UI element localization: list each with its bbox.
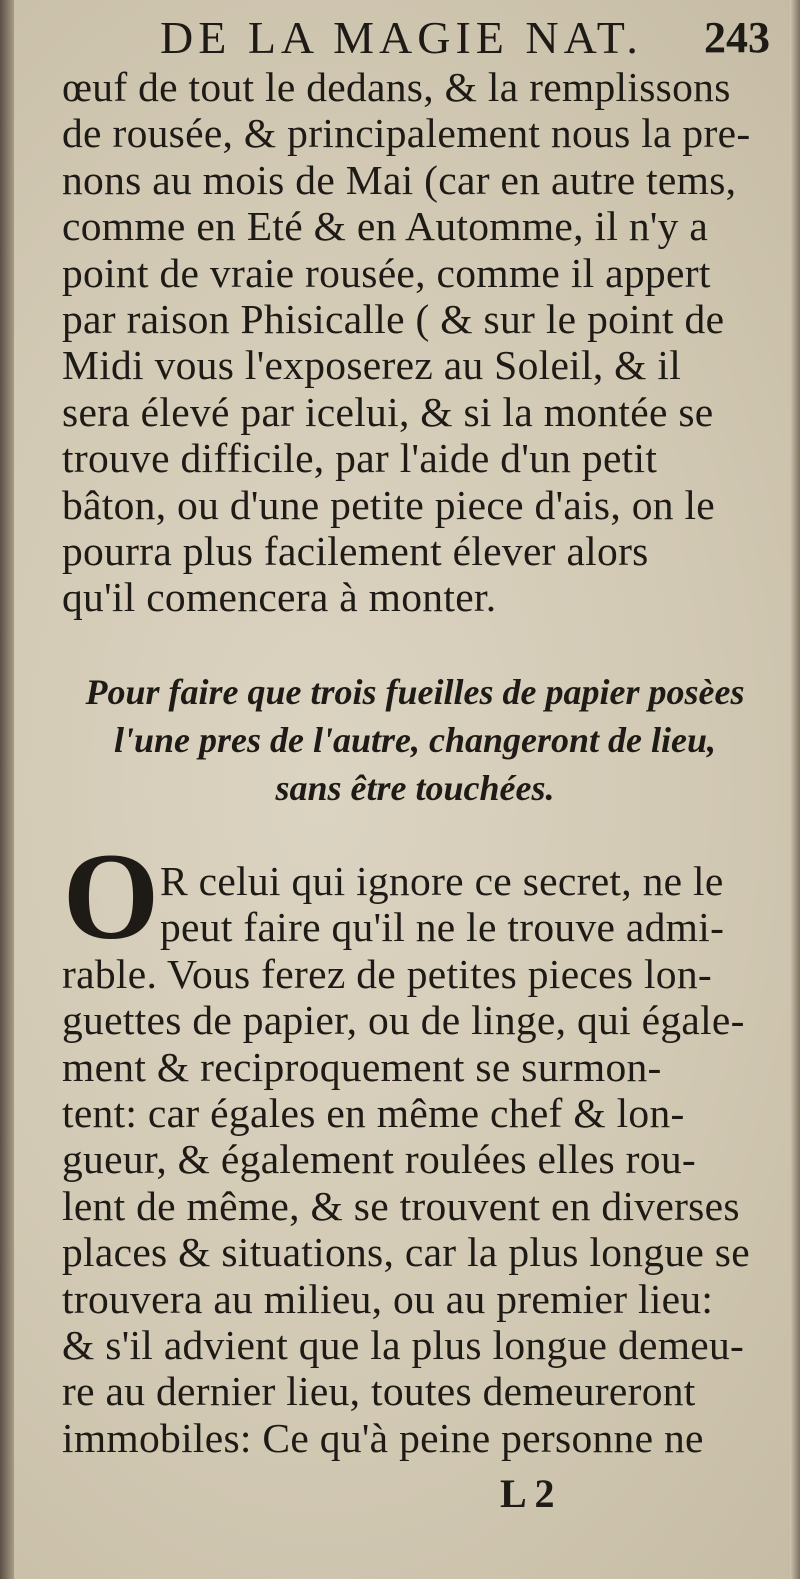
- paragraph-main: [62, 858, 768, 1461]
- text-line: tent: car égales en même chef & lon-: [62, 1089, 685, 1136]
- text-line: ment & reciproquement se surmon-: [62, 1043, 662, 1090]
- text-line: qu'il comencera à monter.: [62, 574, 497, 621]
- text-line: peut faire qu'il ne le trouve admi-: [160, 904, 725, 951]
- text-line: de rousée, & principalement nous la pre-: [62, 110, 751, 157]
- text-line: lent de même, & se trouvent en diverses: [62, 1182, 740, 1229]
- page-number: 243: [704, 13, 770, 62]
- text-line: trouve difficile, par l'aide d'un petit: [62, 435, 658, 482]
- running-head-title: DE LA MAGIE NAT.: [160, 12, 643, 63]
- text-line: guettes de papier, ou de linge, qui égale-: [62, 997, 745, 1044]
- heading-line: l'une pres de l'autre, changeront de lieu,: [113, 720, 717, 760]
- text-line: sera élevé par icelui, & si la montée se: [62, 388, 714, 435]
- text-line: trouvera au milieu, ou au premier lieu:: [62, 1275, 714, 1322]
- paragraph-continued: [62, 64, 768, 621]
- text-line: places & situations, car la plus longue se: [62, 1229, 750, 1276]
- running-head: [160, 10, 770, 66]
- text-line: & s'il advient que la plus longue demeu-: [62, 1321, 745, 1368]
- text-line: nons au mois de Mai (car en autre tems,: [62, 156, 737, 203]
- section-heading: [60, 668, 770, 812]
- text-line: pourra plus facilement élever alors: [62, 527, 649, 574]
- text-line: rable. Vous ferez de petites pieces lon-: [62, 950, 713, 997]
- drop-cap: O: [62, 828, 160, 965]
- text-line: œuf de tout le dedans, & la remplissons: [62, 64, 731, 110]
- text-line: gueur, & également roulées elles rou-: [62, 1136, 697, 1183]
- heading-line: Pour faire que trois fueilles de papier posèes: [85, 672, 745, 712]
- page-edge-shadow: [790, 0, 800, 1579]
- text-line: bâton, ou d'une petite piece d'ais, on le: [62, 481, 716, 528]
- signature-mark: L 2: [500, 1471, 555, 1516]
- page-gutter-shadow: [0, 0, 14, 1579]
- heading-line: sans être touchées.: [275, 768, 555, 808]
- text-line: immobiles: Ce qu'à peine personne ne: [62, 1414, 704, 1461]
- text-line: par raison Phisicalle ( & sur le point de: [62, 295, 725, 342]
- text-line: comme en Eté & en Automme, il n'y a: [62, 203, 709, 250]
- text-line: re au dernier lieu, toutes demeureront: [62, 1368, 696, 1415]
- text-line: R celui qui ignore ce secret, ne le: [160, 858, 724, 904]
- text-line: Midi vous l'exposerez au Soleil, & il: [62, 342, 682, 389]
- text-line: point de vraie rousée, comme il appert: [62, 249, 711, 296]
